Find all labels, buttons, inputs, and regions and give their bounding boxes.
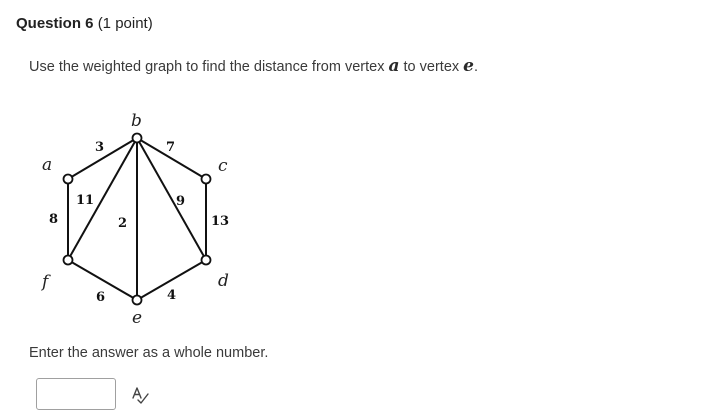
weight-label-a-b: 3 [95,140,105,155]
vertex-a [64,175,73,184]
vertex-label-f: f [42,272,49,292]
spellcheck-icon[interactable] [130,385,150,405]
prompt-text-start: Use the weighted graph to find the distance from vertex [29,59,389,75]
vertex-c [202,175,211,184]
weight-label-a-f: 8 [49,212,59,227]
weight-label-b-c: 7 [166,140,176,155]
weight-label-c-d: 13 [211,214,230,229]
weight-label-b-d: 9 [176,194,186,209]
weight-label-e-d: 4 [167,288,177,303]
question-prompt [29,56,478,76]
question-points: (1 point) [97,15,153,32]
edge-b-d [137,138,206,260]
vertex-label-b: b [131,111,142,131]
weight-label-f-b: 11 [76,193,95,208]
vertex-label-a: a [42,155,53,175]
vertex-label-e: e [132,308,143,328]
answer-input[interactable] [36,378,116,410]
weighted-graph [30,104,250,334]
weight-label-b-e: 2 [118,216,128,231]
weight-label-f-e: 6 [96,290,106,305]
vertex-e [133,296,142,305]
question-title: Question 6 [16,15,94,32]
prompt-text-end: . [474,59,479,75]
vertex-b [133,134,142,143]
vertex-f [64,256,73,265]
vertex-label-d: d [218,271,229,291]
vertex-a-variable: a [388,56,400,76]
question-header [16,15,153,32]
vertex-e-variable: e [463,56,474,76]
answer-instruction: Enter the answer as a whole number. [29,345,269,361]
prompt-text-middle: to vertex [399,59,464,75]
vertex-label-c: c [218,156,228,176]
vertex-d [202,256,211,265]
